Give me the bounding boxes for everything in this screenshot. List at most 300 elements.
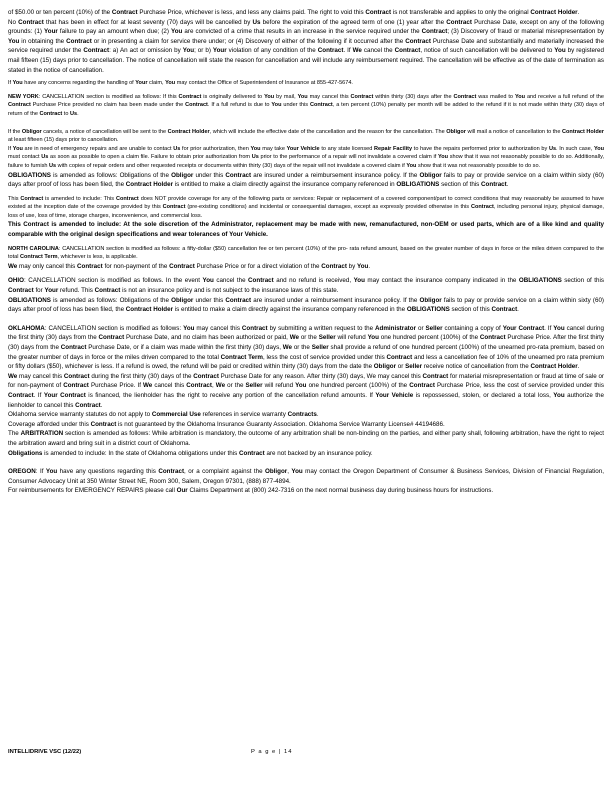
- text-run: is amended to include: This: [43, 195, 116, 202]
- paragraph: [8, 486, 604, 496]
- bold-term: Contract: [94, 287, 121, 295]
- bold-term: Contract: [111, 9, 138, 16]
- bold-term: Contract: [225, 296, 252, 304]
- footer-page-number: P a g e | 14: [251, 749, 293, 755]
- bold-term: Contract: [185, 102, 208, 109]
- bold-term: You: [553, 391, 565, 399]
- text-run: containing a copy of: [442, 324, 503, 332]
- paragraph: [8, 145, 604, 171]
- bold-term: You: [553, 324, 565, 332]
- text-run: as soon as possible to open a claim file. Failure to obtain prior authorization from: [48, 154, 252, 161]
- bold-term: Contract: [365, 9, 392, 16]
- text-run: to: [62, 110, 70, 117]
- bold-term: You: [183, 324, 195, 332]
- text-run: for prior authorization, then: [180, 145, 251, 152]
- text-run: within thirty (30) days after the: [373, 93, 454, 100]
- text-run: for non-payment of the: [102, 262, 170, 270]
- bold-term: You: [8, 37, 20, 45]
- text-run: If: [8, 80, 13, 87]
- text-run: , whichever is less, is applicable.: [57, 254, 138, 261]
- bold-term: Contract: [317, 47, 344, 55]
- bold-term: You: [593, 145, 605, 152]
- text-run: receive notice of cancellation from the: [422, 363, 531, 371]
- bold-term: Us: [49, 162, 57, 169]
- text-run: ,: [287, 468, 292, 476]
- text-run: or the: [299, 334, 319, 342]
- bold-term: Contract Holder: [167, 128, 210, 135]
- text-run: cancel this: [152, 382, 187, 390]
- text-run: or: [416, 324, 426, 332]
- text-run: Purchase Price, whichever is less, and less any claims paid. The right to void this: [137, 9, 366, 16]
- bold-term: You: [406, 162, 417, 169]
- bold-term: Repair Facility: [374, 145, 413, 152]
- bold-term: You: [297, 93, 308, 100]
- bold-term: Contract: [169, 262, 195, 270]
- bold-term: Contract: [394, 47, 421, 55]
- text-run: by mail,: [274, 93, 298, 100]
- text-run: fails to pay or provide service on a claim within sixty (60) days after proof of loss has been filed, the: [8, 171, 605, 189]
- bold-term: Our: [176, 487, 188, 495]
- paragraph: [8, 128, 604, 145]
- text-run: Claims Department at (800) 242-7316 on the next normal business day during business hours for instructions.: [187, 487, 494, 495]
- bold-term: Your Contract: [502, 324, 545, 332]
- bold-term: Obligations: [8, 449, 43, 457]
- bold-term: Us: [548, 145, 557, 152]
- text-run: .: [316, 411, 319, 419]
- bold-term: You: [367, 334, 379, 342]
- bold-term: Contract Term: [220, 353, 263, 361]
- text-run: are insured under a reimbursement insurance policy. If the: [251, 171, 420, 179]
- paragraph: [8, 245, 604, 262]
- bold-term: Your: [135, 80, 148, 87]
- text-run: violation of any condition of the: [226, 47, 318, 55]
- bold-term: Contract Holder: [125, 306, 174, 314]
- text-run: have any questions regarding this: [57, 468, 159, 476]
- text-run: , including personal injury, physical damage, loss of use, loss of time, storage charges, inconvenience, and commercial loss.: [8, 204, 604, 219]
- text-run: ; or b): [194, 47, 213, 55]
- text-run: authorize the lienholder to cancel this: [8, 391, 604, 409]
- bold-term: Contract: [158, 468, 185, 476]
- bold-term: You: [554, 47, 566, 55]
- text-run: is repossessed, stolen, or declared a total loss,: [413, 391, 554, 399]
- bold-term: Contract Holder: [562, 128, 604, 135]
- text-run: may cancel this: [17, 372, 64, 380]
- bold-term: Your: [44, 287, 59, 295]
- bold-term: Contract: [239, 449, 265, 457]
- text-run: refund. This: [58, 287, 95, 295]
- text-run: . In such case,: [556, 145, 594, 152]
- bold-term: Contract: [39, 110, 63, 117]
- text-run: .: [100, 401, 103, 409]
- bold-term: OHIO: [8, 277, 24, 285]
- bold-term: Obligor: [373, 363, 397, 371]
- bold-term: Contract: [386, 353, 413, 361]
- bold-term: Contract: [422, 372, 449, 380]
- text-run: is amended as follows: Obligations of the: [50, 171, 172, 179]
- text-run: , which will include the effective date of the cancellation and the reason for the cancellation. The: [209, 128, 447, 135]
- text-run: shall provide a refund of one hundred percent (100%) of the unearned pro-rata premium, based on the greater number of days in force or the miles driven compared to the total: [8, 344, 604, 361]
- text-run: must contact: [8, 154, 42, 161]
- text-run: Oklahoma service warranty statutes do not apply to: [8, 411, 152, 419]
- bold-term: OKLAHOMA: [8, 324, 45, 332]
- bold-term: Contract: [241, 324, 268, 332]
- bold-term: Us: [41, 154, 49, 161]
- bold-term: Seller: [405, 363, 423, 371]
- text-run: Purchase Price. After the first thirty (30) days from the: [8, 334, 604, 351]
- bold-term: We: [8, 372, 18, 380]
- paragraph: [8, 449, 604, 459]
- text-run: may contact the insurance company indicated in the: [364, 277, 519, 285]
- bold-term: Obligor: [171, 296, 194, 304]
- bold-term: Contract: [186, 382, 212, 390]
- bold-term: Contract: [8, 287, 34, 295]
- text-run: or in presenting a claim for service there under; or (4) Discovery of either of the following if it occurred after the: [91, 37, 406, 45]
- bold-term: You: [291, 468, 303, 476]
- text-run: under this: [281, 102, 310, 109]
- bold-term: Commercial Use: [151, 411, 201, 419]
- bold-term: Obligor: [265, 468, 288, 476]
- text-run: or the: [292, 344, 312, 351]
- bold-term: Your Vehicle: [286, 145, 320, 152]
- bold-term: Us: [173, 145, 181, 152]
- text-run: one hundred percent (100%) of the: [306, 382, 410, 390]
- text-run: Purchase Date, except on any of the following grounds: (1): [8, 18, 604, 36]
- text-run: is amended to include: In the state of Oklahoma obligations under this: [42, 449, 240, 457]
- text-run: show that it was not reasonably possible to do so. Additionally, failure to furnish: [8, 154, 604, 169]
- text-run: . If: [544, 324, 554, 332]
- text-run: For reimbursements for EMERGENCY REPAIRS please call: [8, 487, 177, 495]
- bold-term: You: [353, 277, 365, 285]
- text-run: are not backed by an insurance policy.: [264, 449, 373, 457]
- text-run: during the first thirty (30) days of the: [89, 372, 194, 380]
- bold-term: Contract: [446, 18, 472, 26]
- text-run: section is amended as follows: While arbitration is mandatory, the outcome of any arbitration shall be non-binding on the parties, and either party shall, following arbitration, have the right to reject the arbitration award and bring suit in a district court of Oklahoma.: [8, 430, 604, 447]
- text-run: : If: [35, 468, 46, 476]
- text-run: If the: [8, 128, 22, 135]
- bold-term: Administrator: [375, 324, 417, 332]
- text-run: cancel the: [213, 277, 249, 285]
- text-run: by submitting a written request to the: [267, 324, 376, 332]
- text-run: This: [8, 195, 21, 202]
- text-run: : a) An act or omission by: [109, 47, 183, 55]
- bold-term: You: [171, 28, 183, 36]
- text-run: ,: [211, 382, 216, 390]
- bold-term: Contract: [75, 401, 101, 409]
- text-run: No: [8, 18, 19, 26]
- text-run: Purchase Date for any reason. After thirty (30) days, We may cancel this: [218, 372, 423, 380]
- text-run: at least fifteen (15) days prior to cancellation.: [8, 137, 119, 144]
- text-run: : CANCELLATION section is modified as follows: a fifty-dollar ($50) cancellation fee or ten percent (10%) of the pro- rata refund amount, based on the greater number of days in force or the miles driven compared to the total: [8, 245, 604, 261]
- bold-term: Contract: [20, 195, 44, 202]
- paragraph: [8, 220, 604, 239]
- bold-term: Obligor: [419, 296, 442, 304]
- bold-term: Contract: [8, 391, 34, 399]
- text-run: (pre-existing conditions) and incidental or consequential damages, except as expressly provided otherwise in this: [185, 204, 471, 211]
- bold-term: Contract: [63, 382, 89, 390]
- text-run: may cancel this: [194, 324, 242, 332]
- text-run: Purchase Price provided no claim has been made under the: [30, 102, 186, 109]
- text-run: is entitled to make a claim directly against the insurance company referenced in: [173, 181, 397, 189]
- text-run: for material misrepresentation or fraud at time of sale or for non-payment of: [8, 372, 604, 390]
- text-run: does NOT provide coverage for any of the following parts or services: Repair or replacement of a covered component/part to correct conditions that may reasonably be assumed to have existed at the inception date of the coverage provided by this: [8, 195, 604, 211]
- text-run: Purchase Date, or if a claim was made within the first thirty (30) days,: [86, 344, 283, 351]
- bold-term: We: [8, 262, 18, 270]
- text-run: for: [33, 287, 45, 295]
- bold-term: This Contract is amended to include: At the sole discretion of the Administrator, replacement may be made with new, remanufactured, non-OEM or used parts, which are of a like kind and quality comparable with the original design specifications and wear tolerances of Your Vehicle.: [8, 221, 604, 239]
- bold-term: Contract Holder: [530, 363, 578, 371]
- bold-term: You: [45, 468, 58, 476]
- text-run: are insured under a reimbursement insurance policy. If the: [251, 296, 420, 304]
- text-run: and no refund is received,: [273, 277, 354, 285]
- bold-term: We: [282, 344, 293, 351]
- page-footer: [8, 749, 604, 761]
- text-run: failure to pay an amount when due; (2): [57, 28, 172, 36]
- text-run: . If a full refund is due to: [207, 102, 272, 109]
- text-run: .: [577, 363, 580, 371]
- bold-term: OBLIGATIONS: [518, 277, 562, 285]
- text-run: , notice of such cancellation will be delivered to: [420, 47, 555, 55]
- bold-term: Contract Holder: [125, 181, 174, 189]
- text-run: in obtaining the: [19, 37, 67, 45]
- bold-term: Contract: [421, 28, 448, 36]
- text-run: cancel during the first thirty (30) days from the: [8, 324, 605, 342]
- paragraph: [8, 420, 604, 430]
- bold-term: Contract: [66, 37, 92, 45]
- bold-term: Contract: [18, 18, 44, 26]
- bold-term: Contracts: [287, 411, 317, 419]
- bold-term: Your: [212, 47, 227, 55]
- text-run: is not transferable and applies to only the original: [391, 9, 531, 16]
- text-run: The: [8, 430, 21, 438]
- bold-term: OBLIGATIONS: [8, 296, 51, 304]
- footer-form-id: INTELLIDRIVE VSC (12/22): [8, 749, 82, 755]
- text-run: is not guaranteed by the Oklahoma Insurance Guaranty Association. Oklahoma Service Warranty License# 44194686.: [116, 420, 445, 428]
- text-run: : CANCELLATION section is modified as follows: If this: [38, 93, 179, 100]
- paragraph: [8, 467, 604, 486]
- text-run: to have the repairs performed prior to authorization by: [412, 145, 549, 152]
- text-run: show that it was not reasonably possible to do so.: [416, 162, 541, 169]
- bold-term: You: [202, 277, 214, 285]
- text-run: by registered mail fifteen (15) days prior to cancellation. The notice of cancellation will state the reason for cancellation and will include any reimbursement required. The cancellation will be effective as of the date of termination as stated in the notice of cancellation.: [8, 47, 605, 74]
- text-run: Coverage afforded under this: [8, 420, 91, 428]
- text-run: before the expiration of the agreed term of one (1) year after the: [260, 18, 447, 26]
- text-run: to any state licensed: [319, 145, 375, 152]
- paragraph: [8, 372, 604, 410]
- bold-term: Contract: [193, 372, 219, 380]
- text-run: or: [396, 363, 406, 371]
- paragraph: [8, 18, 604, 76]
- text-run: with copies of repair orders and other requested receipts or documents within thirty (30) days of the repair will not invalidate a covered claim if: [56, 162, 407, 169]
- text-run: is entitled to make a claim directly against the insurance company referenced in the: [173, 306, 407, 314]
- bold-term: ARBITRATION: [20, 430, 64, 438]
- bold-term: Your Vehicle: [375, 391, 414, 399]
- paragraph: [8, 195, 604, 221]
- bold-term: Contract: [491, 306, 518, 314]
- text-run: : CANCELLATION section is modified as follows. In the event: [23, 277, 203, 285]
- text-run: .: [77, 110, 79, 117]
- bold-term: We: [352, 47, 362, 55]
- text-run: If: [8, 145, 13, 152]
- bold-term: Us: [251, 154, 259, 161]
- bold-term: You: [264, 93, 275, 100]
- text-run: fails to pay or provide service on a claim within sixty (60) days after proof of loss has been filed, the: [8, 296, 605, 314]
- text-run: is amended as follows: Obligations of the: [50, 296, 172, 304]
- paragraph: [8, 171, 604, 190]
- bold-term: Contract: [83, 47, 110, 55]
- text-run: references in service warranty: [200, 411, 288, 419]
- paragraph: [8, 79, 604, 88]
- bold-term: You: [514, 93, 526, 100]
- text-run: will mail a notice of cancellation to the: [465, 128, 563, 135]
- text-run: .: [517, 306, 519, 314]
- text-run: Purchase Price or for a direct violation of the: [194, 262, 322, 270]
- text-run: cancels, a notice of cancellation will be sent to the: [41, 128, 168, 135]
- text-run: that has been in effect for at least seventy (70) days will be cancelled by: [43, 18, 253, 26]
- bold-term: Your: [44, 28, 58, 36]
- bold-term: You: [271, 102, 282, 109]
- text-run: Purchase Date, and no claim has been authorized or paid,: [124, 334, 290, 342]
- bold-term: We: [289, 334, 299, 342]
- text-run: is financed, the lienholder has the right to receive any portion of the cancellation refund amounts. If: [85, 391, 376, 399]
- bold-term: OBLIGATIONS: [396, 181, 440, 189]
- bold-term: Contract: [225, 171, 252, 179]
- paragraph: [8, 324, 604, 372]
- text-run: , less the cost of service provided under this: [262, 353, 387, 361]
- bold-term: You: [12, 145, 23, 152]
- text-run: .: [577, 9, 580, 16]
- text-run: Purchase Date and substantially and materially increased the service required under the: [8, 37, 605, 55]
- bold-term: Us: [69, 110, 78, 117]
- text-run: . If: [33, 391, 44, 399]
- text-run: are in need of emergency repairs and are unable to contact: [22, 145, 174, 152]
- bold-term: Obligor: [21, 128, 42, 135]
- bold-term: Your Contract: [43, 391, 86, 399]
- bold-term: Contract: [162, 204, 186, 211]
- bold-term: OBLIGATIONS: [8, 171, 51, 179]
- bold-term: You: [250, 145, 261, 152]
- paragraph: [8, 276, 604, 295]
- bold-term: Us: [252, 18, 261, 26]
- bold-term: Contract: [470, 204, 494, 211]
- bold-term: Contract: [8, 102, 31, 109]
- bold-term: Contract: [309, 102, 333, 109]
- text-run: claim,: [147, 80, 166, 87]
- bold-term: NORTH CAROLINA: [8, 245, 59, 252]
- text-run: may take: [260, 145, 287, 152]
- bold-term: We: [215, 382, 226, 390]
- bold-term: Contract: [77, 262, 103, 270]
- bold-term: You: [165, 80, 176, 87]
- text-run: is not an insurance policy and is not subject to the insurance laws of this state.: [120, 287, 339, 295]
- paragraph: [8, 262, 604, 272]
- bold-term: You: [357, 262, 369, 270]
- bold-term: You: [437, 154, 449, 161]
- bold-term: Contract: [115, 195, 139, 202]
- bold-term: You: [12, 80, 23, 87]
- text-run: may cancel this: [307, 93, 351, 100]
- text-run: under this: [193, 296, 226, 304]
- text-run: and less a cancellation fee of 10% of the unearned pro rata premium or fifty dollars ($50), whichever is less. If a refund is owed, the refund will be paid or credited within thirty (30) days from the date the: [8, 353, 604, 371]
- bold-term: We: [143, 382, 153, 390]
- bold-term: OBLIGATIONS: [406, 306, 450, 314]
- text-run: , or a complaint against the: [184, 468, 265, 476]
- text-run: or the: [225, 382, 246, 390]
- text-run: section of this: [449, 306, 492, 314]
- paragraph: [8, 429, 604, 448]
- bold-term: Contract: [98, 334, 125, 342]
- bold-term: You: [182, 47, 195, 55]
- text-run: Purchase Price, less the cost of service provided under this: [434, 382, 604, 390]
- text-run: have any concerns regarding the handling of: [22, 80, 136, 87]
- bold-term: Contract: [248, 277, 274, 285]
- text-run: prior to the performance of a repair will not invalidate a covered claim if: [258, 154, 438, 161]
- text-run: may contact the Oregon Department of Consumer & Business Services, Division of Financial Regulation, Consumer Advocacy Unit at 350 Winter Street NE, Room 300, Salem, Oregon 97301, (888) 877-4894.: [8, 468, 604, 485]
- text-run: are convicted of a crime that results in an increase in the service required under the: [182, 28, 422, 36]
- text-run: may only cancel this: [17, 262, 78, 270]
- text-run: .: [368, 262, 371, 270]
- bold-term: Contract: [350, 93, 374, 100]
- bold-term: Seller: [318, 334, 336, 342]
- text-run: , a ten percent (10%) penalty per month will be added to the refund if it is not made within thirty (30) days of return of the: [8, 102, 604, 117]
- paragraph: [8, 410, 604, 420]
- paragraph: [8, 93, 604, 119]
- bold-term: Contract: [409, 382, 435, 390]
- bold-term: OREGON: [8, 468, 36, 476]
- text-run: cancel the: [361, 47, 395, 55]
- bold-term: Contract: [453, 93, 477, 100]
- text-run: section of this: [439, 181, 482, 189]
- bold-term: Contract: [90, 420, 117, 428]
- bold-term: You: [295, 382, 307, 390]
- text-run: of $50.00 or ten percent (10%) of the: [8, 9, 112, 16]
- bold-term: Contract: [321, 262, 347, 270]
- text-run: . If: [343, 47, 353, 55]
- text-run: was mailed to: [476, 93, 515, 100]
- bold-term: Seller: [245, 382, 263, 390]
- bold-term: Contract: [178, 93, 202, 100]
- text-run: will refund: [262, 382, 296, 390]
- text-run: under this: [193, 171, 226, 179]
- document-page: [8, 8, 604, 496]
- text-run: section of this: [561, 277, 604, 285]
- text-run: and receive a full refund of the: [525, 93, 604, 100]
- bold-term: Contract: [405, 37, 431, 45]
- bold-term: Contract: [479, 334, 506, 342]
- text-run: is originally delivered to: [201, 93, 265, 100]
- bold-term: Seller: [425, 324, 443, 332]
- text-run: by: [346, 262, 358, 270]
- text-run: one hundred percent (100%) of the: [378, 334, 480, 342]
- text-run: ; (3) Discovery of fraud or material misrepresentation by: [447, 28, 604, 36]
- text-run: .: [506, 181, 509, 189]
- text-run: : CANCELLATION section is modified as follows:: [44, 324, 184, 332]
- bold-term: Obligor: [446, 128, 466, 135]
- bold-term: Contract: [481, 181, 507, 189]
- bold-term: NEW YORK: [8, 93, 39, 100]
- text-run: will refund: [335, 334, 368, 342]
- bold-term: Contract Holder: [530, 9, 578, 16]
- bold-term: Contract: [60, 344, 87, 351]
- text-run: Purchase Price. If: [88, 382, 144, 390]
- bold-term: Obligor: [419, 171, 442, 179]
- paragraph: [8, 296, 604, 315]
- bold-term: Contract Term: [20, 254, 58, 261]
- bold-term: Contract: [63, 372, 90, 380]
- bold-term: Obligor: [171, 171, 194, 179]
- paragraph: [8, 8, 604, 18]
- bold-term: Seller: [311, 344, 329, 351]
- text-run: may contact the Office of Superintendent of Insurance at 855-427-5674.: [175, 80, 353, 87]
